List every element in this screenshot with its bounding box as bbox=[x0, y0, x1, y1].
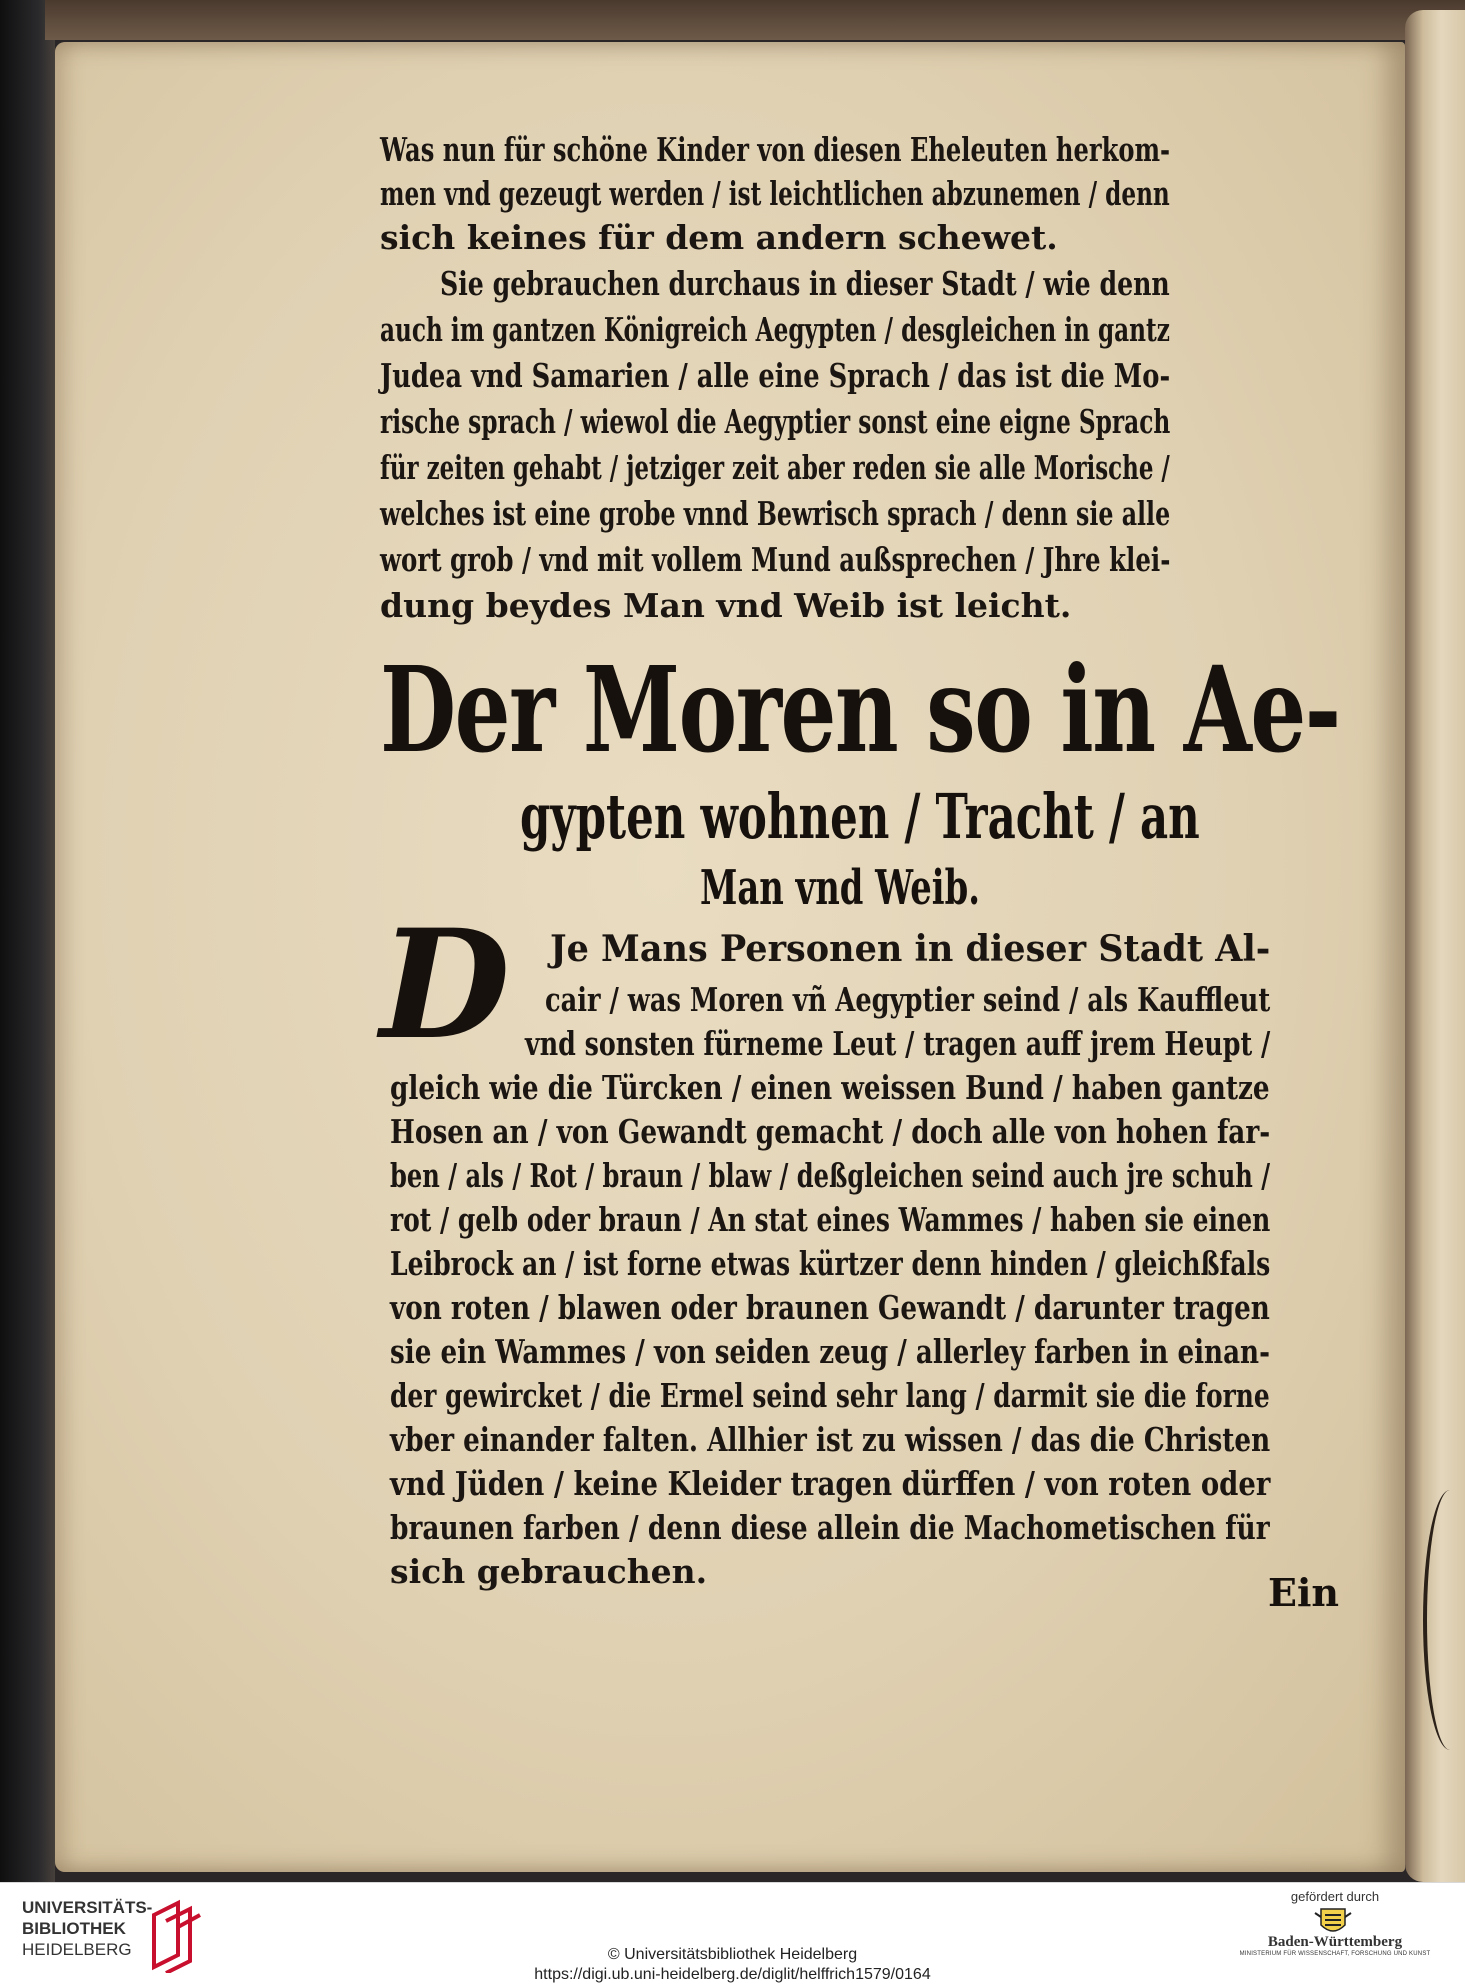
text-line: vnd sonsten fürneme Leut / tragen auff jrem Heupt / bbox=[525, 1024, 1271, 1063]
text-line: braunen farben / denn diese allein die Machometischen für bbox=[390, 1508, 1270, 1547]
text-line: der gewircket / die Ermel seind sehr lang / darmit sie die forne bbox=[390, 1376, 1270, 1415]
text-line: sich gebrauchen. bbox=[390, 1552, 708, 1591]
text-line: rische sprach / wiewol die Aegyptier sonst eine eigne Sprach bbox=[380, 402, 1171, 441]
library-name-line-1: UNIVERSITÄTS- bbox=[22, 1898, 153, 1917]
copyright-text: © Universitätsbibliothek Heidelberg bbox=[607, 1946, 858, 1963]
text-line: wort grob / vnd mit vollem Mund außsprechen / Jhre klei- bbox=[380, 540, 1171, 579]
text-line: Was nun für schöne Kinder von diesen Eheleuten herkom- bbox=[380, 130, 1171, 169]
section-heading-line-1: Der Moren so in Ae- bbox=[380, 640, 1340, 779]
sponsor-name: Baden-Württemberg bbox=[1267, 1934, 1403, 1950]
sponsor-label: gefördert durch bbox=[1290, 1889, 1380, 1904]
sponsor-ministry: MINISTERIUM FÜR WISSENSCHAFT, FORSCHUNG UND KUNST bbox=[1239, 1951, 1431, 1957]
facing-page-edge bbox=[1405, 10, 1465, 1882]
text-line: von roten / blawen oder braunen Gewandt / darunter tragen bbox=[390, 1288, 1270, 1327]
text-line: gleich wie die Türcken / einen weissen Bund / haben gantze bbox=[390, 1068, 1270, 1107]
text-line: welches ist eine grobe vnnd Bewrisch sprach / denn sie alle bbox=[380, 494, 1171, 533]
catchword: Ein bbox=[1268, 1570, 1340, 1615]
text-line: auch im gantzen Königreich Aegypten / desgleichen in gantz bbox=[380, 310, 1170, 349]
text-line: vber einander falten. Allhier ist zu wissen / das die Christen bbox=[390, 1420, 1271, 1459]
facing-page-sketch bbox=[1423, 1490, 1465, 1750]
state-crest-icon bbox=[1313, 1907, 1353, 1939]
text-line: men vnd gezeugt werden / ist leichtlichen abzunemen / denn bbox=[380, 174, 1170, 213]
text-line: Leibrock an / ist forne etwas kürtzer denn hinden / gleichßfals bbox=[390, 1244, 1271, 1283]
text-line: Je Mans Personen in dieser Stadt Al- bbox=[550, 928, 1271, 970]
text-line: vnd Jüden / keine Kleider tragen dürffen / von roten oder bbox=[390, 1464, 1271, 1503]
text-line: Judea vnd Samarien / alle eine Sprach / das ist die Mo- bbox=[380, 356, 1171, 395]
text-line: dung beydes Man vnd Weib ist leicht. bbox=[380, 586, 1072, 625]
text-line: sich keines für dem andern schewet. bbox=[380, 218, 1058, 257]
text-line: rot / gelb oder braun / An stat eines Wammes / haben sie einen bbox=[390, 1200, 1271, 1239]
text-line: cair / was Moren vñ Aegyptier seind / als Kauffleut bbox=[545, 980, 1271, 1019]
decorated-initial: D bbox=[380, 897, 511, 1073]
text-line: Sie gebrauchen durchaus in dieser Stadt / wie denn bbox=[440, 264, 1170, 303]
section-heading-line-2: gypten wohnen / Tracht / an bbox=[520, 780, 1200, 853]
book-cover-edge bbox=[45, 0, 1465, 40]
library-name-line-3: HEIDELBERG bbox=[22, 1940, 132, 1959]
text-line: ben / als / Rot / braun / blaw / deßgleichen seind auch jre schuh / bbox=[390, 1156, 1271, 1195]
text-line: sie ein Wammes / von seiden zeug / allerley farben in einan- bbox=[390, 1332, 1270, 1371]
section-heading-line-3: Man vnd Weib. bbox=[700, 860, 980, 916]
text-line: Hosen an / von Gewandt gemacht / doch alle von hohen far- bbox=[390, 1112, 1271, 1151]
text-line: für zeiten gehabt / jetziger zeit aber reden sie alle Morische / bbox=[380, 448, 1170, 487]
library-name-line-2: BIBLIOTHEK bbox=[22, 1919, 126, 1938]
left-binding-shadow bbox=[0, 0, 55, 1882]
footer-bar bbox=[0, 1882, 1465, 1988]
permalink-url[interactable]: https://digi.ub.uni-heidelberg.de/diglit/helffrich1579/0164 bbox=[534, 1966, 931, 1983]
